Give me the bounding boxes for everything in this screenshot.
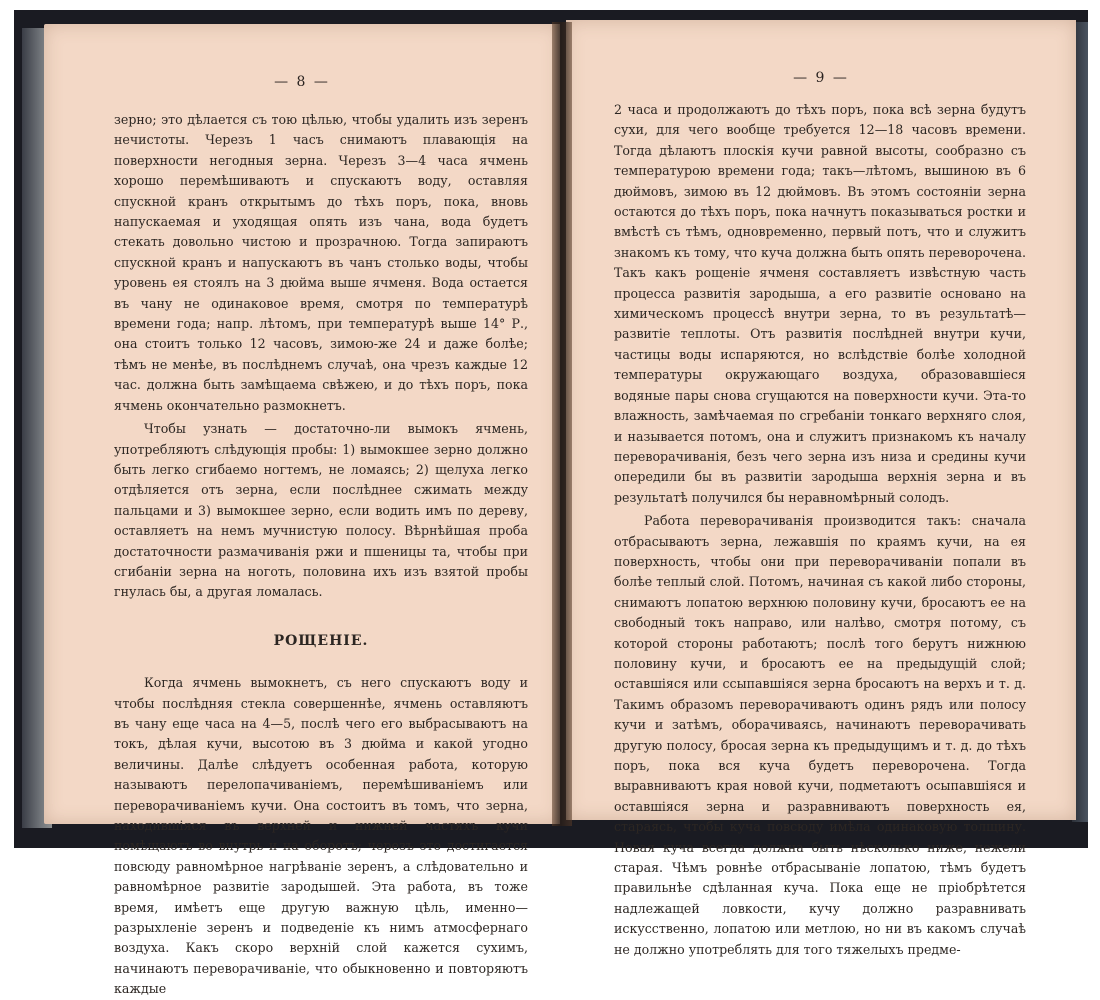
left-page (44, 24, 560, 997)
book-gutter (552, 22, 572, 826)
paragraph: Когда ячмень вымокнетъ, съ него спускаютъ воду и чтобы послѣдняя стекла совершеннѣе, ячмень оставляютъ въ чану еще часа на 4—5, послѣ чего его выбрасываютъ на токъ, дѣлая кучи, высотою въ 3 дюйма и какой угодно величины. Далѣе слѣдуетъ особенная работа, которую называютъ перелопачиваніемъ, перемѣшиваніемъ или переворачиваніемъ кучи. Она состоитъ въ томъ, что зерна, находившіяся въ верхней и нижней частяхъ кучи помѣщаютъ во внутрь и на оборотъ; черезъ это достигается повсюду равномѣрное нагрѣваніе зеренъ, а слѣдовательно и равномѣрное развитіе зародышей. Эта работа, въ тоже время, имѣетъ еще другую важную цѣль, именно—разрыхленіе зеренъ и подведеніе къ нимъ атмосфернаго воздуха. Какъ скоро верхній слой кажется сухимъ, начинаютъ переворачиваніе, что обыкновенно и повторяютъ каждые (114, 675, 528, 997)
paragraph: 2 часа и продолжаютъ до тѣхъ поръ, пока всѣ зерна будутъ сухи, для чего вообще требуется 12—18 часовъ времени. Тогда дѣлаютъ плоскія кучи равной высоты, сообразно съ температурою времени года; такъ—лѣтомъ, вышиною въ 6 дюймовъ, зимою въ 12 дюймовъ. Въ этомъ состояніи зерна остаются до тѣхъ поръ, пока начнутъ показываться ростки и вмѣстѣ съ тѣмъ, одновременно, первый потъ, что и служитъ знакомъ къ тому, что куча должна быть опять переворочена. Такъ какъ рощеніе ячменя составляетъ извѣстную часть процесса развитія зародыша, а его развитіе основано на химическомъ процессѣ внутри зерна, то въ результатѣ—развитіе теплоты. Отъ развитія послѣдней внутри кучи, частицы воды испаряются, но вслѣдствіе болѣе холодной температуры окружающаго воздуха, образовавшіеся водяные пары снова сгущаются на поверхности кучи. Эта-то влажность, замѣчаемая по сгребаніи тонкаго верхняго слоя, и называется потомъ, она и служитъ признакомъ къ началу переворачиванія, безъ чего зерна изъ низа и средины кучи опередили бы въ развитіи зародыша верхнія зерна и въ результатѣ получился бы неравномѣрный солодъ. (614, 102, 1026, 505)
section-heading: РОЩЕНІЕ. (273, 632, 369, 649)
page-number: — 8 — (274, 74, 330, 90)
paragraph: Работа переворачиванія производится такъ: сначала отбрасываютъ зерна, лежавшія по краямъ кучи, на ея поверхность, чтобы они при переворачиваніи попали въ болѣе теплый слой. Потомъ, начиная съ какой либо стороны, снимаютъ лопатою верхнюю половину кучи, бросаютъ ее на свободный токъ направо, или налѣво, смотря потому, съ которой стороны работаютъ; послѣ того берутъ нижнюю половину кучи, и бросаютъ ее на предыдущій слой; оставшіяся или ссыпавшіяся зерна бросаютъ на верхъ и т. д. Такимъ образомъ переворачиваютъ одинъ рядъ или полосу кучи и затѣмъ, оборачиваясь, начинаютъ переворачивать другую полосу, бросая зерна къ предыдущимъ и т. д. до тѣхъ поръ, пока вся куча будетъ переворочена. Тогда выравниваютъ края новой кучи, подметаютъ осыпавшіяся и оставшіяся зерна и разравниваютъ поверхность ея, стараясь, чтобы куча повсюду имѣла одинаковую толщину. Новая куча всегда должна быть нѣсколько ниже, нежели старая. Чѣмъ ровнѣе отбрасываніе лопатою, тѣмъ будетъ правильнѣе сдѣланная куча. Пока еще не пріобрѣтется надлежащей ловкости, кучу должно разравнивать искусственно, лопатою или метлою, но ни въ какомъ случаѣ не должно употреблять для того тяжелыхъ предме- (614, 513, 1026, 957)
page-body (614, 100, 1026, 960)
paragraph: зерно; это дѣлается съ тою цѣлью, чтобы удалить изъ зеренъ нечистоты. Черезъ 1 часъ снимаютъ плавающія на поверхности негодныя зерна. Черезъ 3—4 часа ячмень хорошо перемѣшиваютъ и спускаютъ воду, оставляя спускной кранъ открытымъ до тѣхъ поръ, пока, вновь напускаемая и уходящая опять изъ чана, вода будетъ стекать довольно чистою и прозрачною. Тогда запираютъ спускной кранъ и напускаютъ въ чанъ столько воды, чтобы уровень ея стоялъ на 3 дюйма выше ячменя. Вода остается въ чану не одинаковое время, смотря по температурѣ времени года; напр. лѣтомъ, при температурѣ выше 14° Р., она стоитъ только 12 часовъ, зимою-же 24 и даже болѣе; тѣмъ не менѣе, въ послѣднемъ случаѣ, она чрезъ каждые 12 час. должна быть замѣщаема свѣжею, и до тѣхъ поръ, пока ячмень окончательно размокнетъ. (114, 112, 528, 413)
page-body (114, 110, 528, 1000)
paragraph: Чтобы узнать — достаточно-ли вымокъ ячмень, употребляютъ слѣдующія пробы: 1) вымокшее зерно должно быть легко сгибаемо ногтемъ, не ломаясь; 2) щелуха легко отдѣляется отъ зерна, если послѣднее сжимать между пальцами и 3) вымокшее зерно, если водить имъ по дереву, оставляетъ на немъ мучнистую полосу. Вѣрнѣйшая проба достаточности размачиванія ржи и пшеницы та, чтобы при сгибаніи зерна на ноготь, половина ихъ изъ взятой пробы гнулась бы, а другая ломалась. (114, 421, 528, 600)
page-number: — 9 — (793, 70, 849, 86)
right-page (566, 20, 1076, 957)
